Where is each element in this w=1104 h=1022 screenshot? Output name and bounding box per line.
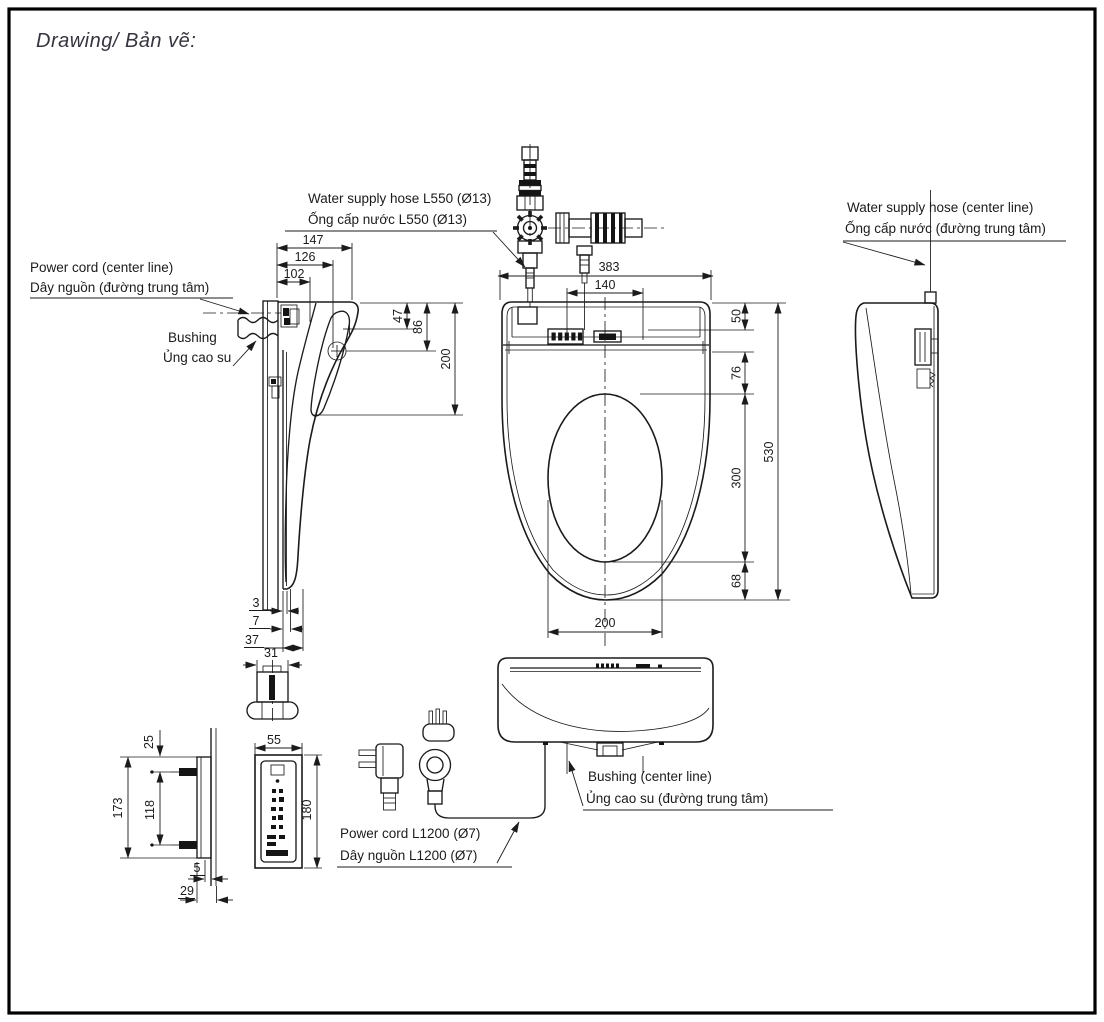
power-cord-line [435, 744, 545, 818]
dim-5-label: 5 [193, 861, 201, 875]
drawing-title: Drawing/ Bản vẽ: [36, 30, 197, 52]
hose-top-label-vi: Ống cấp nước L550 (Ø13) [308, 212, 467, 227]
hose-inlet-square [518, 307, 537, 324]
remote-control-front-view [255, 733, 322, 868]
dim-37-label: 37 [245, 633, 259, 647]
dim-173 [111, 757, 128, 858]
dim-3-label: 3 [252, 596, 260, 610]
dim-126-label: 126 [294, 250, 316, 264]
power-cord-long-label-en: Power cord L1200 (Ø7) [340, 826, 481, 841]
dim-right-column [612, 303, 790, 600]
bushing-annotation [163, 330, 256, 366]
dim-55-label: 55 [267, 733, 281, 747]
top-view [498, 260, 790, 648]
hose-top-label-en: Water supply hose L550 (Ø13) [308, 191, 492, 206]
dim-180 [300, 755, 322, 868]
dim-47-86-200 [313, 303, 463, 415]
remote-control-side-view [111, 728, 233, 903]
dim-102 [277, 267, 310, 322]
dim-50-label: 50 [729, 309, 744, 323]
hose-top-annotation [285, 191, 525, 267]
dim-126 [277, 250, 333, 348]
dim-68-label: 68 [729, 574, 744, 588]
dim-76-label: 76 [729, 366, 744, 380]
bushing-center-label-vi: Ủng cao su (đường trung tâm) [586, 791, 769, 806]
dim-118-label: 118 [143, 800, 157, 820]
dim-86-label: 86 [411, 320, 425, 334]
bushing-center-annotation [569, 761, 833, 810]
hose-right-label-en: Water supply hose (center line) [847, 200, 1034, 215]
dim-29-label: 29 [180, 884, 194, 898]
power-cord-annotation [30, 260, 249, 314]
dim-102-label: 102 [283, 267, 305, 281]
dim-147-label: 147 [302, 233, 324, 247]
dim-200-bowl-label: 200 [594, 616, 616, 630]
shutoff-valve-star [513, 211, 547, 245]
hose-right-label-vi: Ống cấp nước (đường trung tâm) [845, 221, 1046, 236]
side-view-left [203, 233, 463, 724]
ring-terminal [420, 750, 451, 781]
power-cord-long-annotation [337, 822, 519, 867]
dim-300-label: 300 [729, 467, 744, 489]
seat-indicator [594, 331, 621, 342]
dim-173-label: 173 [111, 797, 125, 819]
bushing-label-en: Bushing [168, 330, 217, 345]
dim-7-label: 7 [252, 614, 260, 628]
dim-200-side-label: 200 [439, 348, 453, 370]
dim-383-label: 383 [598, 260, 620, 274]
side-view-right [855, 190, 938, 598]
dim-47-label: 47 [391, 309, 405, 323]
power-cord-label-en: Power cord (center line) [30, 260, 174, 275]
dim-180-label: 180 [300, 799, 314, 821]
dim-25 [142, 730, 160, 756]
dim-140-label: 140 [594, 278, 616, 292]
dim-3-7-37 [244, 589, 303, 652]
seat-button-panel [548, 329, 583, 344]
rubber-foot-detail [243, 646, 302, 724]
hose-right-annotation [843, 200, 1066, 265]
bushing-label-vi: Ủng cao su [163, 350, 232, 365]
power-plug-group [359, 709, 545, 818]
dim-25-label: 25 [142, 735, 156, 749]
dim-530-label: 530 [762, 441, 776, 463]
dim-55 [255, 733, 302, 756]
power-cord-label-vi: Dây nguồn (đường trung tâm) [30, 280, 210, 295]
power-cord-long-label-vi: Dây nguồn L1200 (Ø7) [340, 848, 478, 863]
bushing-center-label-en: Bushing (center line) [588, 769, 712, 784]
dim-118 [143, 772, 160, 845]
dim-29 [178, 862, 233, 903]
dim-31-label: 31 [264, 646, 278, 660]
dim-5 [188, 860, 228, 882]
